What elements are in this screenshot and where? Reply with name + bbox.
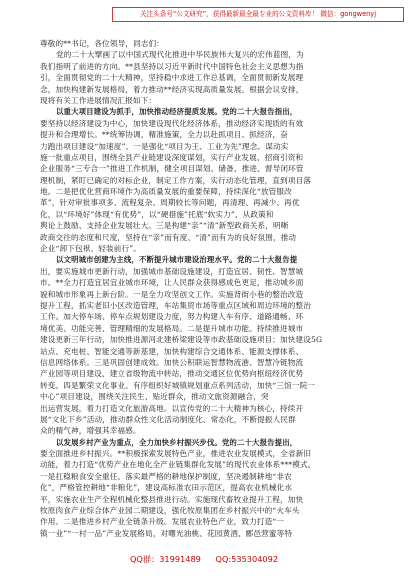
paragraph-line: 牧原肉食产业综合体产业园二期建设，强化牧原集团在乡村振兴中的“火车头 [40,506,300,516]
paragraph-line: 政商交往的态度和尺度，坚持在“亲”而有度、“清”而有为的良好氛围，推动 [40,232,297,242]
paragraph-line: 党的二十大擘画了以中国式现代化推进中华民族伟大复兴的宏伟蓝图，为 [56,50,304,60]
paragraph-line: 提升和合理增长。**统筹协调，精准施策，全力以赴抓项目、抓经济，奋 [40,130,288,140]
paragraph-line: 平，实施农业生产全程机械化整县推进行动。实施现代畜牧业提升工程，加快 [40,494,304,504]
footer-contact [0,552,408,566]
paragraph-line: 力跑出项目建设“加速度”。一是强化“项目为王、工业为先”理念。谋动实 [40,141,289,151]
paragraph-line: 提升工程，抓实老旧小区改造管理，车站集贸市场等重点区域和周边环境的整治 [40,300,312,310]
paragraph-line: 出运营发展，着力打造文化旅游高地。以宣传党的二十大精神为核心，持续开 [40,403,304,413]
paragraph-line: 企业“卸下包袱、轻装前行”。 [40,244,141,254]
paragraph-line: 作用。二是推进乡村产业全链条升级。发展农业特色产业，致力打造“一 [40,517,285,527]
paragraph-line: 镇一业”“一村一品”产业发展格局，对曙光油桃、花园黄酒、郾邑营蜜等特 [40,528,293,538]
paragraph-line: 企业服务“三专合一”推进工作机制，健全项目谋划、储备、推进、督导闭环管 [40,164,304,174]
paragraph-line: 化，以“环境好”体现“有优势”，以“硬措施”托底“软实力”，从政策和 [40,209,274,219]
paragraph-line: 要全面推进乡村振兴。**积极探索发展特色产业，推进农业发展模式，全省新旧 [40,449,312,459]
section-heading-line: 以发展乡村产业为重点，全力加快乡村振兴步伐。党的二十大报告提出， [56,437,298,447]
paragraph-line: 我们指明了前进的方向。**县坚持以习近平新时代中国特色社会主义思想为指 [40,61,304,71]
paragraph-line: 理机制，紧盯已确定的对标企业，制定工作方案，实行动态化管理，直到项目落 [40,175,312,185]
paragraph-line: 众的精气神，增强其幸福感。 [40,426,141,436]
paragraph-line: 市。**全力打造宜居宜业城市环境，让人民群众获得感成色更足，推动城乡面 [40,278,304,288]
paragraph-line: 地。二是把优化营商环境作为高质量发展的重要保障，持续深化“放管服改 [40,187,292,197]
footer-qq: QQ:535304092 [215,554,279,564]
section-heading-line: 以重大项目建设为抓手，加快推动经济提质发展。党的二十大报告指出， [56,107,298,117]
paragraph-line: 境优美、功能完善、管理精细的发展格局。二是提升城市功能。持续推进城市 [40,323,304,333]
paragraph-line: 施一批重点项目，围绕全县产业链建设深度谋划，实行产业发展、招商引资和 [40,152,304,162]
footer-qq-group: QQ群：31991489 [129,554,201,564]
paragraph-line: 引，全面贯彻党的二十大精神，坚持稳中求进工作总基调，全面贯彻新发展理 [40,73,304,83]
paragraph-line: 转变。四是繁荣文化事业。有序组织好城镇规划重点系列活动，加快“三馆一院一 [40,380,316,390]
paragraph-line: 要坚持以经济建设为中心，加快建设现代化经济体系，推动经济实现质的有效 [40,118,304,128]
paragraph-line: 貌和城市形象再上新台阶。一是全力攻坚创文工作。实施背街小巷的整治改造 [40,289,304,299]
header-banner: 关注头条号“公文研究”，获得最新最全最专业的公文资料库！ 微信：gongwenyj [112,7,404,22]
paragraph-line: 信息网络体系。三是巩固创建成效。加快公积联运智慧物流港、智慧冷链物流 [40,357,304,367]
paragraph-line: 化”，严格管控耕地“非粮化”，建设高标准农田示范区，提高农业机械化水 [40,483,293,493]
paragraph-line: 产业园等项目建设，建立省级物流中转站，推动交通区位优势向枢纽经济优势 [40,369,304,379]
paragraph-line: 展“文化下乡”活动，推动群众性文化活动制度化、常态化，不断提振人民群 [40,414,296,424]
paragraph-line: 一是扛稳粮食安全重任。落实最严格的耕地保护制度，坚决遏制耕地“非农 [40,471,292,481]
paragraph-line: 工作。加大停车场、停车点规划建设力度，努力构建人车有序、道路通畅、环 [40,312,304,322]
paragraph-line: 舆论上鼓励、支持企业发展壮大。三是构建“亲”“清”新型政商关系，明晰 [40,221,289,231]
paragraph-line: 革”，针对审批事项多、流程复杂、周期较长等问题，再清理、再减少、再优 [40,198,300,208]
document-body [40,38,388,538]
paragraph-line: 动能，着力打造“优势产业在地化全产业链集群化发展”的现代农业体系***模式， [40,460,316,470]
paragraph-line: 念，加快构建新发展格局，着力推动**经济实现高质量发展。根据会议安排， [40,84,304,94]
paragraph-line: 中心”项目建设，围绕关注民生、贴近群众，推动文旅资源融合，突 [40,392,269,402]
paragraph-line: 建设更新三年行动，加快推进源河北建桥梁建设等市政基础设施项目；加快建设5G [40,335,323,345]
paragraph-line: 站点、充电桩、智能交通等新基建，加快构建综合交通体系、能源支撑体系、 [40,346,304,356]
paragraph-line: 现将有关工作进展情况汇报如下： [40,95,157,105]
paragraph-line: 出，要实施城市更新行动，加强城市基础设施建设，打造宜居、韧性、智慧城 [40,266,304,276]
paragraph-line: 尊敬的**书记，各位领导，同志们： [40,39,165,48]
section-heading-line: 以文明城市创建为主线，不断提升城市建设治理水平。党的二十大报告提 [56,255,298,265]
